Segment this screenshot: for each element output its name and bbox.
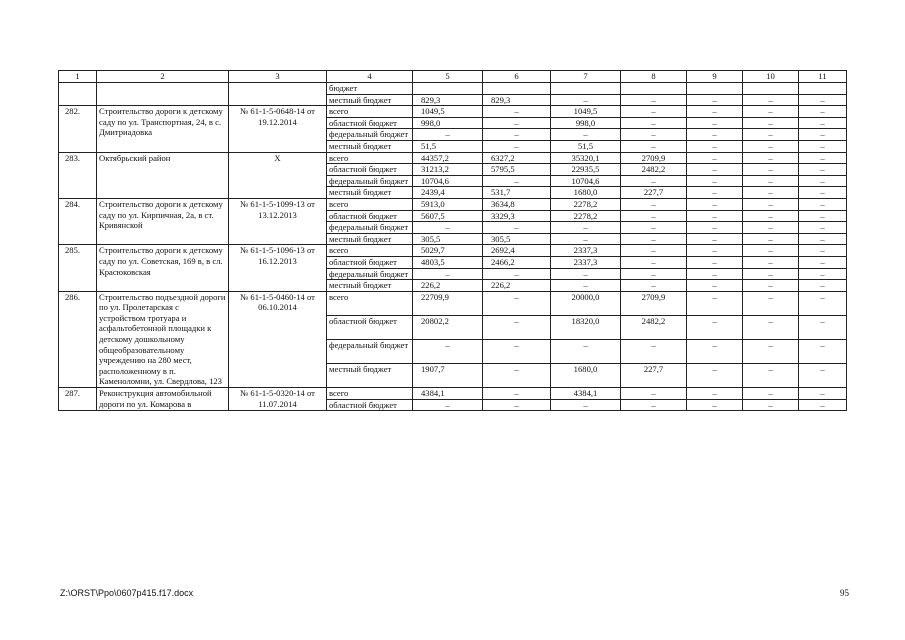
- value-cell: –: [483, 388, 551, 400]
- value-cell: –: [799, 106, 847, 118]
- row-number-cell: 286.: [59, 291, 97, 387]
- budget-type-cell: местный бюджет: [327, 187, 413, 199]
- row-number-cell: 284.: [59, 198, 97, 244]
- value-cell: 10704,6: [551, 175, 621, 187]
- value-cell: –: [687, 256, 743, 268]
- budget-type-cell: областной бюджет: [327, 210, 413, 222]
- value-cell: –: [743, 94, 799, 106]
- value-cell: –: [687, 94, 743, 106]
- value-cell: 3329,3: [483, 210, 551, 222]
- value-cell: –: [483, 291, 551, 315]
- budget-type-cell: областной бюджет: [327, 117, 413, 129]
- budget-type-cell: всего: [327, 388, 413, 400]
- value-cell: 2337,3: [551, 245, 621, 257]
- cell-empty: [551, 83, 621, 95]
- value-cell: –: [483, 339, 551, 363]
- value-cell: 5913,0: [413, 198, 483, 210]
- value-cell: 5029,7: [413, 245, 483, 257]
- document-ref-cell: № 61-1-5-1099-13 от 13.12.2013: [229, 198, 327, 244]
- value-cell: –: [799, 268, 847, 280]
- value-cell: 4384,1: [413, 388, 483, 400]
- value-cell: –: [483, 140, 551, 152]
- value-cell: –: [687, 399, 743, 411]
- value-cell: 18320,0: [551, 315, 621, 339]
- value-cell: 51,5: [413, 140, 483, 152]
- value-cell: –: [551, 339, 621, 363]
- budget-type-cell: федеральный бюджет: [327, 222, 413, 234]
- value-cell: –: [687, 280, 743, 292]
- value-cell: 2709,9: [621, 152, 687, 164]
- value-cell: –: [743, 233, 799, 245]
- document-ref-cell: № 61-1-5-1096-13 от 16.12.2013: [229, 245, 327, 291]
- value-cell: –: [743, 210, 799, 222]
- value-cell: –: [687, 363, 743, 387]
- value-cell: 998,0: [551, 117, 621, 129]
- value-cell: –: [483, 117, 551, 129]
- value-cell: –: [687, 210, 743, 222]
- value-cell: 2439,4: [413, 187, 483, 199]
- document-ref-cell: № 61-1-5-0460-14 от 06.10.2014: [229, 291, 327, 387]
- value-cell: –: [799, 222, 847, 234]
- table-row: [59, 83, 847, 95]
- table-row: [59, 388, 847, 400]
- cell-empty: [799, 83, 847, 95]
- value-cell: 44357,2: [413, 152, 483, 164]
- value-cell: –: [413, 129, 483, 141]
- table-body: [59, 83, 847, 411]
- value-cell: –: [743, 268, 799, 280]
- row-number-cell: 287.: [59, 388, 97, 411]
- value-cell: 305,5: [483, 233, 551, 245]
- value-cell: –: [687, 222, 743, 234]
- budget-type-cell: федеральный бюджет: [327, 129, 413, 141]
- value-cell: –: [799, 198, 847, 210]
- cell-empty: [59, 83, 97, 106]
- value-cell: –: [743, 129, 799, 141]
- cell-empty: [97, 83, 229, 106]
- value-cell: –: [621, 233, 687, 245]
- value-cell: 227,7: [621, 187, 687, 199]
- value-cell: –: [621, 210, 687, 222]
- value-cell: –: [621, 106, 687, 118]
- value-cell: –: [743, 339, 799, 363]
- value-cell: 1680,0: [551, 187, 621, 199]
- project-name-cell: Строительство подъездной дороги по ул. Пролетарская с устройством тротуара и асфальтобетонной площадки к детскому дошкольному общеобразовательному учреждению на 280 мест, расположенному в п. Каменоломни, ул. Свердлова, 123: [97, 291, 229, 387]
- value-cell: –: [551, 222, 621, 234]
- value-cell: –: [687, 175, 743, 187]
- value-cell: –: [687, 187, 743, 199]
- value-cell: –: [621, 268, 687, 280]
- column-header: 8: [621, 71, 687, 83]
- value-cell: –: [621, 339, 687, 363]
- value-cell: –: [483, 129, 551, 141]
- budget-table: [58, 70, 847, 411]
- value-cell: 227,7: [621, 363, 687, 387]
- value-cell: 2278,2: [551, 210, 621, 222]
- value-cell: –: [743, 222, 799, 234]
- value-cell: –: [687, 315, 743, 339]
- column-header: 1: [59, 71, 97, 83]
- column-header: 2: [97, 71, 229, 83]
- row-number-cell: 285.: [59, 245, 97, 291]
- value-cell: 2466,2: [483, 256, 551, 268]
- value-cell: 4803,5: [413, 256, 483, 268]
- value-cell: –: [743, 399, 799, 411]
- budget-type-cell: областной бюджет: [327, 399, 413, 411]
- value-cell: –: [743, 164, 799, 176]
- value-cell: –: [743, 198, 799, 210]
- value-cell: –: [799, 129, 847, 141]
- value-cell: –: [743, 152, 799, 164]
- table-row: [59, 152, 847, 164]
- value-cell: –: [799, 117, 847, 129]
- value-cell: 10704,6: [413, 175, 483, 187]
- value-cell: 2709,9: [621, 291, 687, 315]
- value-cell: 2692,4: [483, 245, 551, 257]
- value-cell: 5795,5: [483, 164, 551, 176]
- value-cell: –: [687, 339, 743, 363]
- value-cell: –: [743, 106, 799, 118]
- value-cell: –: [799, 164, 847, 176]
- value-cell: 22935,5: [551, 164, 621, 176]
- value-cell: 1049,5: [413, 106, 483, 118]
- value-cell: –: [799, 291, 847, 315]
- value-cell: –: [799, 175, 847, 187]
- document-ref-cell: Х: [229, 152, 327, 198]
- value-cell: 829,3: [483, 94, 551, 106]
- file-path-footer: Z:\ORST\Ppo\0607p415.f17.docx: [60, 588, 194, 598]
- table-row: [59, 198, 847, 210]
- budget-type-cell: местный бюджет: [327, 140, 413, 152]
- value-cell: 829,3: [413, 94, 483, 106]
- value-cell: –: [799, 388, 847, 400]
- value-cell: –: [799, 233, 847, 245]
- budget-type-cell: областной бюджет: [327, 315, 413, 339]
- value-cell: –: [743, 256, 799, 268]
- value-cell: –: [799, 256, 847, 268]
- budget-type-cell: областной бюджет: [327, 256, 413, 268]
- table-row: [59, 106, 847, 118]
- value-cell: –: [621, 198, 687, 210]
- value-cell: –: [621, 280, 687, 292]
- budget-type-cell: местный бюджет: [327, 363, 413, 387]
- value-cell: 5607,5: [413, 210, 483, 222]
- value-cell: –: [551, 280, 621, 292]
- budget-type-cell: бюджет: [327, 83, 413, 95]
- budget-type-cell: местный бюджет: [327, 94, 413, 106]
- value-cell: –: [687, 388, 743, 400]
- value-cell: –: [621, 175, 687, 187]
- value-cell: 2278,2: [551, 198, 621, 210]
- row-number-cell: 282.: [59, 106, 97, 152]
- value-cell: 31213,2: [413, 164, 483, 176]
- cell-empty: [483, 83, 551, 95]
- value-cell: –: [621, 245, 687, 257]
- value-cell: –: [483, 399, 551, 411]
- value-cell: –: [551, 268, 621, 280]
- value-cell: 305,5: [413, 233, 483, 245]
- budget-type-cell: всего: [327, 245, 413, 257]
- value-cell: –: [621, 140, 687, 152]
- value-cell: –: [483, 363, 551, 387]
- value-cell: –: [483, 106, 551, 118]
- value-cell: –: [621, 129, 687, 141]
- value-cell: –: [687, 129, 743, 141]
- value-cell: 35320,1: [551, 152, 621, 164]
- value-cell: –: [799, 363, 847, 387]
- value-cell: –: [799, 187, 847, 199]
- value-cell: 4384,1: [551, 388, 621, 400]
- value-cell: 1907,7: [413, 363, 483, 387]
- value-cell: –: [687, 233, 743, 245]
- value-cell: –: [799, 315, 847, 339]
- value-cell: –: [551, 399, 621, 411]
- project-name-cell: Строительство дороги к детскому саду по ул. Кирпичная, 2а, в ст. Кривянской: [97, 198, 229, 244]
- budget-type-cell: всего: [327, 291, 413, 315]
- budget-type-cell: федеральный бюджет: [327, 175, 413, 187]
- value-cell: –: [743, 175, 799, 187]
- table-row: [59, 245, 847, 257]
- value-cell: 6327,2: [483, 152, 551, 164]
- project-name-cell: Строительство дороги к детскому саду по ул. Транспортная, 24, в с. Дмитриадовка: [97, 106, 229, 152]
- value-cell: –: [799, 280, 847, 292]
- value-cell: –: [743, 363, 799, 387]
- value-cell: –: [687, 291, 743, 315]
- value-cell: –: [413, 399, 483, 411]
- value-cell: 2482,2: [621, 315, 687, 339]
- cell-empty: [743, 83, 799, 95]
- budget-type-cell: всего: [327, 106, 413, 118]
- budget-type-cell: федеральный бюджет: [327, 268, 413, 280]
- value-cell: –: [621, 117, 687, 129]
- value-cell: –: [621, 222, 687, 234]
- value-cell: 1680,0: [551, 363, 621, 387]
- value-cell: 2337,3: [551, 256, 621, 268]
- page-number: 95: [840, 588, 849, 598]
- project-name-cell: Строительство дороги к детскому саду по ул. Советская, 169 в, в сл. Красюковская: [97, 245, 229, 291]
- column-number-row: [59, 71, 847, 83]
- value-cell: 3634,8: [483, 198, 551, 210]
- value-cell: –: [687, 268, 743, 280]
- cell-empty: [687, 83, 743, 95]
- value-cell: 226,2: [413, 280, 483, 292]
- value-cell: –: [687, 245, 743, 257]
- value-cell: –: [743, 117, 799, 129]
- value-cell: –: [687, 164, 743, 176]
- value-cell: –: [413, 222, 483, 234]
- column-header: 11: [799, 71, 847, 83]
- value-cell: –: [621, 256, 687, 268]
- value-cell: –: [799, 152, 847, 164]
- value-cell: 2482,2: [621, 164, 687, 176]
- value-cell: –: [743, 187, 799, 199]
- value-cell: –: [687, 106, 743, 118]
- row-number-cell: 283.: [59, 152, 97, 198]
- value-cell: –: [621, 94, 687, 106]
- cell-empty: [413, 83, 483, 95]
- document-ref-cell: № 61-1-5-0648-14 от 19.12.2014: [229, 106, 327, 152]
- value-cell: –: [743, 280, 799, 292]
- project-name-cell: Октябрьский район: [97, 152, 229, 198]
- value-cell: –: [687, 198, 743, 210]
- value-cell: –: [799, 339, 847, 363]
- value-cell: –: [687, 117, 743, 129]
- value-cell: –: [799, 140, 847, 152]
- value-cell: –: [621, 399, 687, 411]
- value-cell: –: [743, 388, 799, 400]
- budget-type-cell: местный бюджет: [327, 233, 413, 245]
- column-header: 9: [687, 71, 743, 83]
- budget-type-cell: всего: [327, 152, 413, 164]
- value-cell: –: [413, 339, 483, 363]
- value-cell: 51,5: [551, 140, 621, 152]
- cell-empty: [621, 83, 687, 95]
- budget-type-cell: местный бюджет: [327, 280, 413, 292]
- project-name-cell: Реконструкция автомобильной дороги по ул. Комарова в: [97, 388, 229, 411]
- value-cell: 20802,2: [413, 315, 483, 339]
- cell-empty: [229, 83, 327, 106]
- value-cell: 998,0: [413, 117, 483, 129]
- value-cell: 20000,0: [551, 291, 621, 315]
- value-cell: 531,7: [483, 187, 551, 199]
- value-cell: –: [743, 140, 799, 152]
- value-cell: –: [413, 268, 483, 280]
- value-cell: –: [687, 152, 743, 164]
- table-row: [59, 291, 847, 315]
- value-cell: –: [551, 129, 621, 141]
- value-cell: 226,2: [483, 280, 551, 292]
- value-cell: –: [799, 94, 847, 106]
- budget-type-cell: федеральный бюджет: [327, 339, 413, 363]
- column-header: 6: [483, 71, 551, 83]
- value-cell: –: [483, 268, 551, 280]
- value-cell: –: [483, 315, 551, 339]
- value-cell: –: [687, 140, 743, 152]
- column-header: 5: [413, 71, 483, 83]
- document-ref-cell: № 61-1-5-0320-14 от 11.07.2014: [229, 388, 327, 411]
- value-cell: 22709,9: [413, 291, 483, 315]
- value-cell: –: [483, 175, 551, 187]
- column-header: 4: [327, 71, 413, 83]
- value-cell: –: [551, 233, 621, 245]
- value-cell: –: [621, 388, 687, 400]
- value-cell: –: [743, 291, 799, 315]
- column-header: 7: [551, 71, 621, 83]
- column-header: 3: [229, 71, 327, 83]
- column-header: 10: [743, 71, 799, 83]
- value-cell: –: [483, 222, 551, 234]
- value-cell: –: [799, 399, 847, 411]
- value-cell: –: [799, 245, 847, 257]
- budget-type-cell: областной бюджет: [327, 164, 413, 176]
- budget-type-cell: всего: [327, 198, 413, 210]
- value-cell: –: [743, 245, 799, 257]
- value-cell: –: [799, 210, 847, 222]
- value-cell: 1049,5: [551, 106, 621, 118]
- value-cell: –: [551, 94, 621, 106]
- value-cell: –: [743, 315, 799, 339]
